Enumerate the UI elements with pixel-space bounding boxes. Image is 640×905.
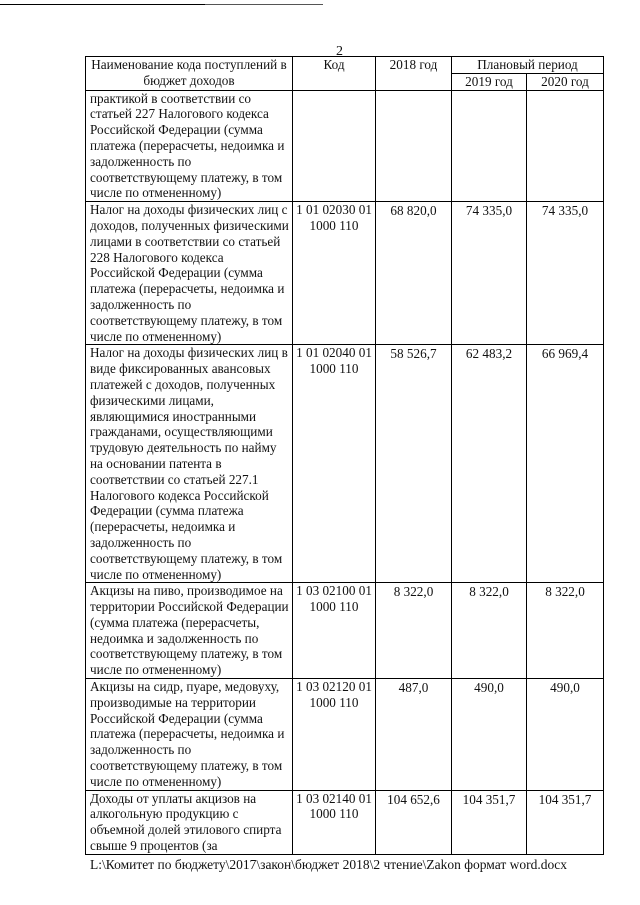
- header-code: Код: [293, 57, 376, 91]
- row-name: Акцизы на сидр, пуаре, медовуху, производимые на территории Российской Федерации (сумма платежа (перерасчеты, недоимка и задолженность по соответствующему платежу, в том числе по отмененному): [86, 679, 293, 791]
- row-name: практикой в соответствии со статьей 227 Налогового кодекса Российской Федерации (сумма платежа (перерасчеты, недоимка и задолженность по соответствующему платежу, в том числе по отмененному): [86, 90, 293, 202]
- row-code: 1 03 02140 01 1000 110: [293, 790, 376, 854]
- row-code: 1 01 02040 01 1000 110: [293, 345, 376, 583]
- footer-file-path: L:\Комитет по бюджету\2017\закон\бюджет 2018\2 чтение\Zakon формат word.docx: [90, 857, 567, 872]
- row-name: Доходы от уплаты акцизов на алкогольную продукцию с объемной долей этилового спирта свыше 9 процентов (за: [86, 790, 293, 854]
- row-2019: 8 322,0: [452, 583, 527, 679]
- row-2018: 68 820,0: [376, 202, 452, 345]
- page-number: 2: [336, 44, 343, 59]
- row-code: 1 03 02120 01 1000 110: [293, 679, 376, 791]
- row-name: Налог на доходы физических лиц с доходов, полученных физическими лицами в соответствии со статьей 228 Налогового кодекса Российской Федерации (сумма платежа (перерасчеты, недоимка и задолженность по соответствующему платежу, в том числе по отмененному): [86, 202, 293, 345]
- table-row: [86, 202, 604, 345]
- row-2018: 58 526,7: [376, 345, 452, 583]
- row-2019: 490,0: [452, 679, 527, 791]
- row-2018: 487,0: [376, 679, 452, 791]
- row-2020: 66 969,4: [527, 345, 604, 583]
- top-rule-secondary: [205, 4, 323, 5]
- row-2018: 104 652,6: [376, 790, 452, 854]
- top-rule: [0, 4, 205, 5]
- row-2020: 490,0: [527, 679, 604, 791]
- row-2020: 104 351,7: [527, 790, 604, 854]
- row-code: 1 01 02030 01 1000 110: [293, 202, 376, 345]
- table-row: [86, 790, 604, 854]
- table-row: [86, 90, 604, 202]
- row-name: Акцизы на пиво, производимое на территории Российской Федерации (сумма платежа (перерасчеты, недоимка и задолженность по соответствующему платежу, в том числе по отмененному): [86, 583, 293, 679]
- row-name: Налог на доходы физических лиц в виде фиксированных авансовых платежей с доходов, полученных физическими лицами, являющимися иностранными гражданами, осуществляющими трудовую деятельность по найму на основании патента в соответствии со статьей 227.1 Налогового кодекса Российской Федерации (сумма платежа (перерасчеты, недоимка и задолженность по соответствующему платежу, в том числе по отмененному): [86, 345, 293, 583]
- header-2018: 2018 год: [376, 57, 452, 91]
- row-2018: 8 322,0: [376, 583, 452, 679]
- row-2019: 62 483,2: [452, 345, 527, 583]
- revenue-table: [85, 56, 604, 855]
- row-2020: 74 335,0: [527, 202, 604, 345]
- row-2019: 104 351,7: [452, 790, 527, 854]
- table-row: [86, 583, 604, 679]
- header-2020: 2020 год: [527, 73, 604, 90]
- row-code: 1 03 02100 01 1000 110: [293, 583, 376, 679]
- table-row: [86, 679, 604, 791]
- row-2019: [452, 90, 527, 202]
- row-2019: 74 335,0: [452, 202, 527, 345]
- row-code: [293, 90, 376, 202]
- header-plan-period: Плановый период: [452, 57, 604, 74]
- table-row: [86, 345, 604, 583]
- row-2020: 8 322,0: [527, 583, 604, 679]
- header-name: Наименование кода поступлений в бюджет доходов: [86, 57, 293, 91]
- row-2018: [376, 90, 452, 202]
- header-2019: 2019 год: [452, 73, 527, 90]
- row-2020: [527, 90, 604, 202]
